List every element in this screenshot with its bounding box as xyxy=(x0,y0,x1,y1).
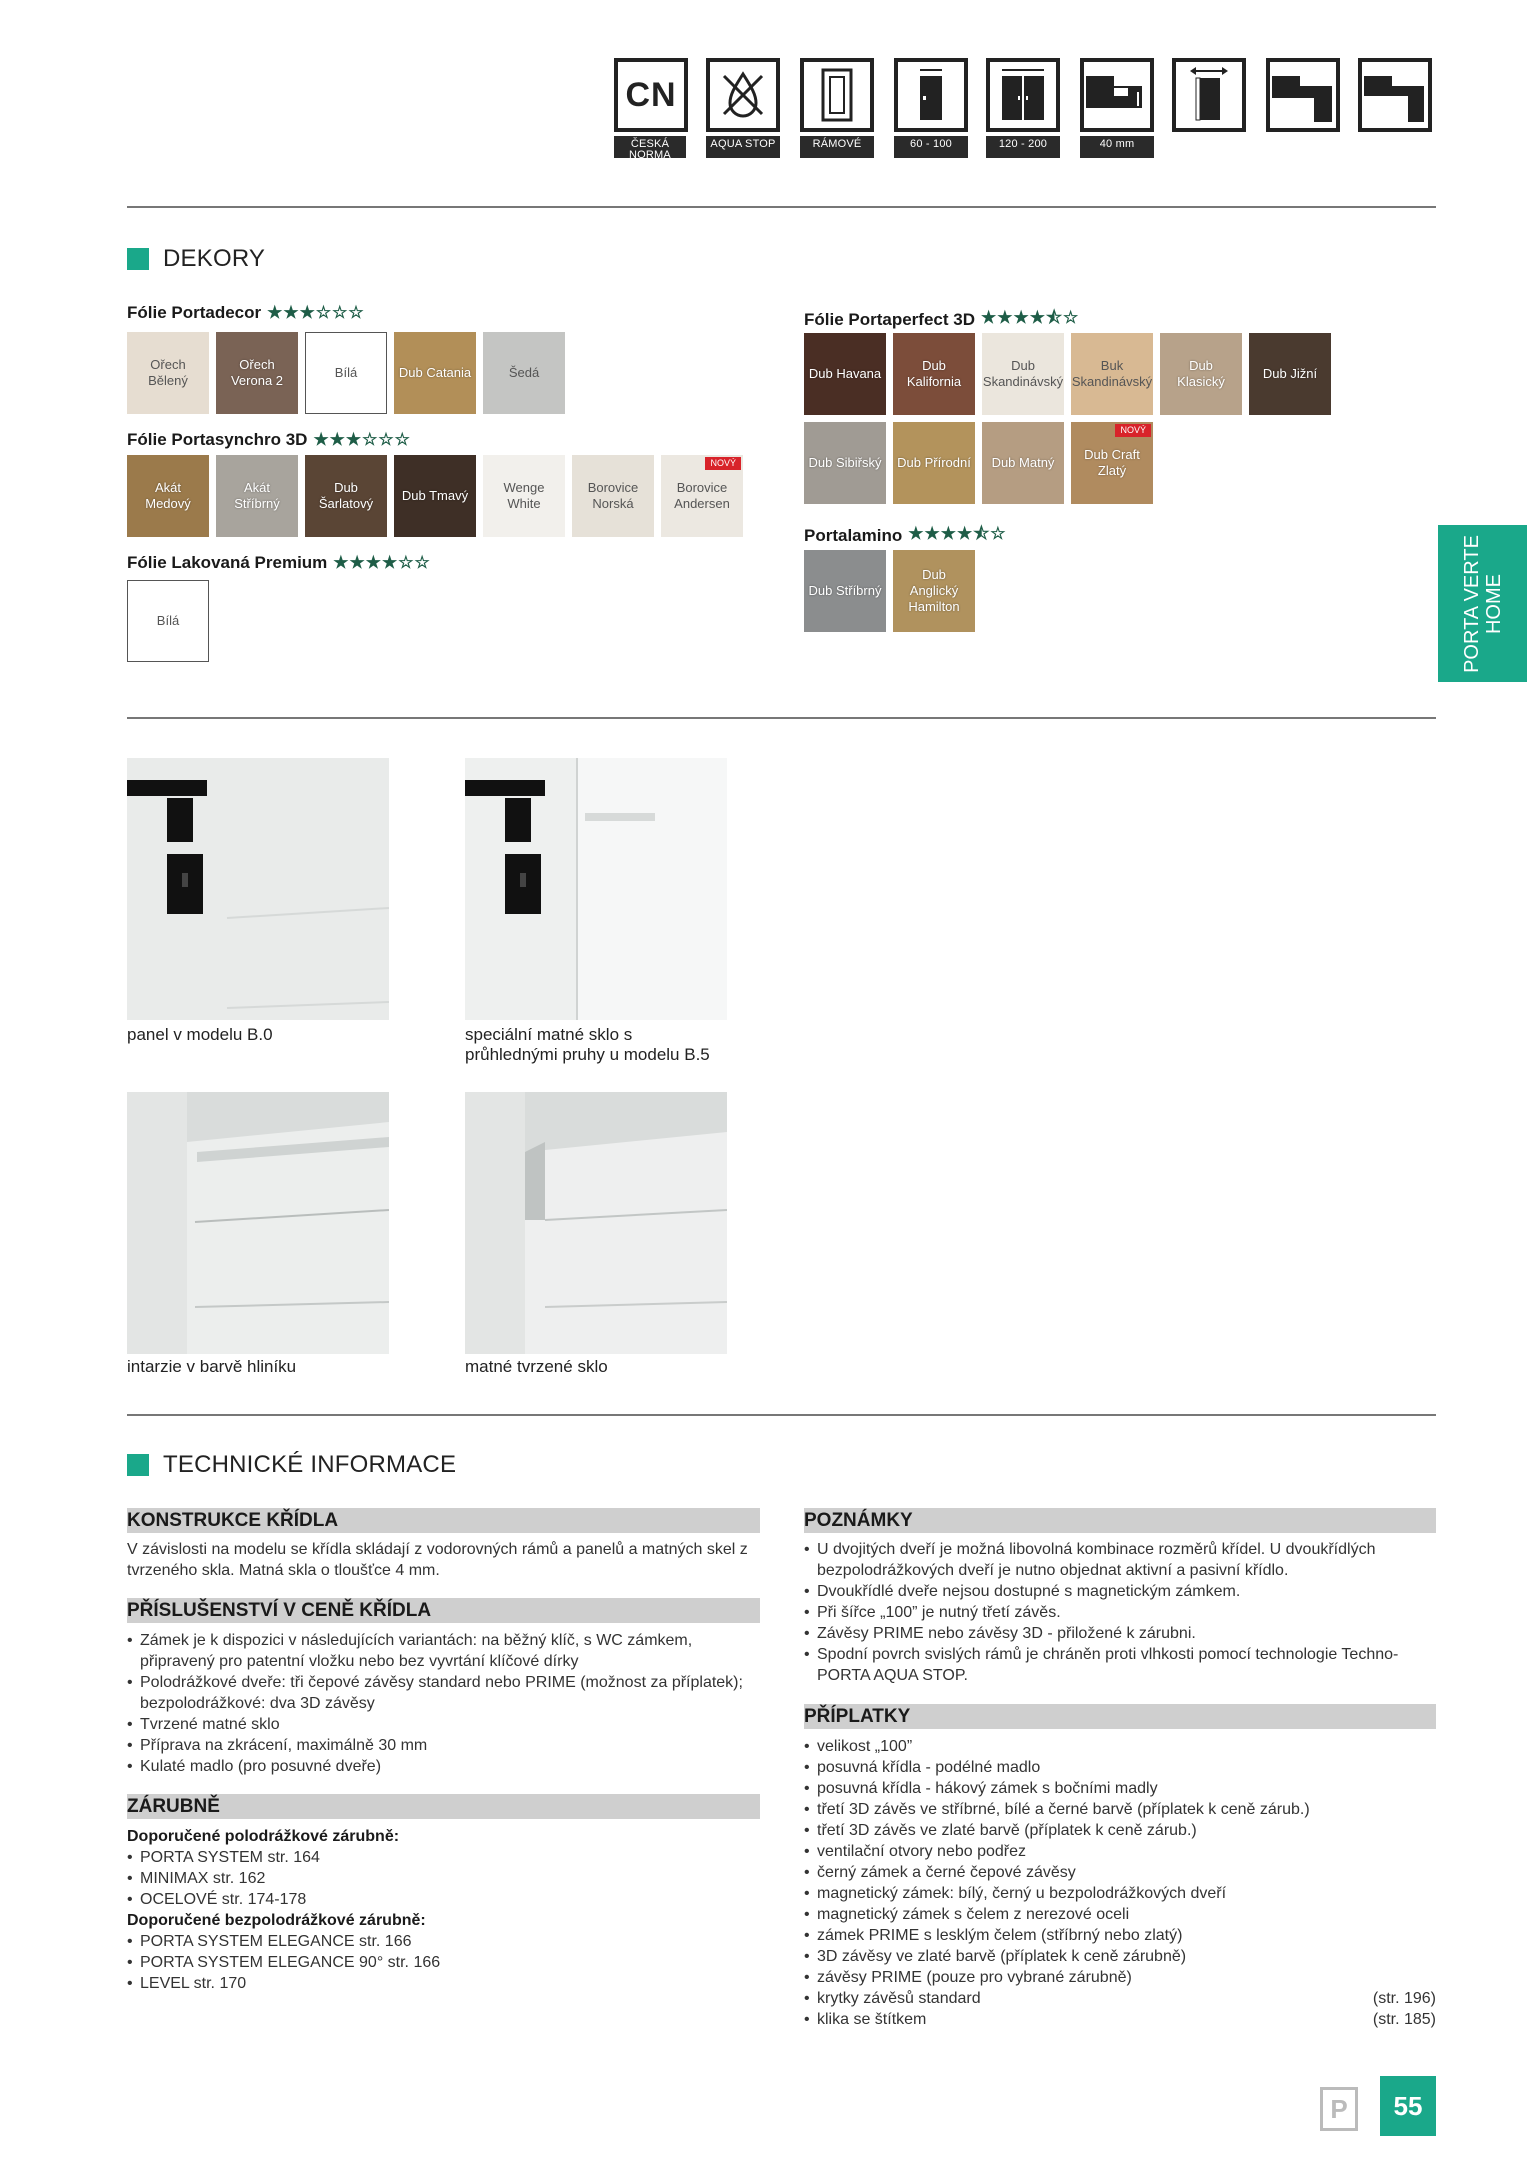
list-item: • Při šířce „100” je nutný třetí závěs. xyxy=(804,1602,1436,1623)
swatch xyxy=(127,332,209,414)
swatch-label: Akát Stříbrný xyxy=(234,480,280,511)
photo-caption: matné tvrzené sklo xyxy=(465,1357,608,1376)
photo-caption: panel v modelu B.0 xyxy=(127,1025,273,1044)
divider xyxy=(127,717,1436,719)
list-item: • krytky závěsů standard (str. 196) xyxy=(804,1988,1436,2009)
swatch xyxy=(804,550,886,632)
swatch-label: Akát Medový xyxy=(145,480,191,511)
swatch xyxy=(216,455,298,537)
list-item: • zámek PRIME s lesklým čelem (stříbrný nebo zlatý) xyxy=(804,1925,1436,1946)
icon-caption: 40 mm xyxy=(1080,136,1154,158)
rebated-door-icon xyxy=(1266,58,1340,132)
rating-stars: ★★★☆☆☆ xyxy=(313,430,411,449)
swatch xyxy=(893,333,975,415)
photo-matte-glass xyxy=(465,1092,727,1354)
sliding-door-icon xyxy=(1172,58,1246,132)
swatch-label: Borovice Andersen xyxy=(674,480,730,511)
swatch-label: Buk Skandinávský xyxy=(1071,358,1153,389)
swatch xyxy=(1160,333,1242,415)
divider xyxy=(127,206,1436,208)
list-item: • černý zámek a černé čepové závěsy xyxy=(804,1862,1436,1883)
bar-prislusenstvi: PŘÍSLUŠENSTVÍ V CENĚ KŘÍDLA xyxy=(127,1598,760,1623)
page-ref: (str. 185) xyxy=(1372,2011,1436,2028)
swatch xyxy=(483,455,565,537)
photo-caption: intarzie v barvě hliníku xyxy=(127,1357,297,1376)
double-door-width-icon xyxy=(986,58,1060,132)
list-item: • PORTA SYSTEM str. 164 xyxy=(127,1847,760,1868)
list-item: • třetí 3D závěs ve stříbrné, bílé a černé barvě (příplatek k ceně zárub.) xyxy=(804,1799,1436,1820)
side-tab: PORTA VERTE HOME xyxy=(1438,525,1527,682)
swatch-label: Dub Klasický xyxy=(1177,358,1225,389)
swatch xyxy=(394,455,476,537)
rating-stars: ★★★★⯪☆ xyxy=(981,308,1080,327)
swatch-label: Dub Přírodní xyxy=(897,455,971,470)
konstrukce-text: V závislosti na modelu se křídla skládají z vodorovných rámů a panelů a matných skel z tvrzeného skla. Matná skla o tloušťce 4 mm. xyxy=(127,1541,748,1579)
list-item: • klika se štítkem (str. 185) xyxy=(804,2009,1436,2030)
swatch xyxy=(483,332,565,414)
swatch xyxy=(572,455,654,537)
swatch xyxy=(982,422,1064,504)
group-title-portadecor: Fólie Portadecor ★★★☆☆☆ xyxy=(127,303,365,322)
swatch-label: Dub Stříbrný xyxy=(808,583,882,598)
group-title-lakovana: Fólie Lakovaná Premium ★★★★☆☆ xyxy=(127,553,431,572)
swatch-label: Dub Matný xyxy=(991,455,1055,470)
swatch xyxy=(127,455,209,537)
list-item: • závěsy PRIME (pouze pro vybrané zárubně) xyxy=(804,1967,1436,1988)
bar-poznamky: POZNÁMKY xyxy=(804,1508,1436,1533)
swatch xyxy=(1249,333,1331,415)
bar-priplatky: PŘÍPLATKY xyxy=(804,1704,1436,1729)
swatch xyxy=(893,550,975,632)
icon-caption: ČESKÁ NORMA xyxy=(614,136,686,158)
page-number: 55 xyxy=(1380,2076,1436,2136)
page-ref: (str. 196) xyxy=(1372,1990,1436,2007)
poznamky-list xyxy=(804,1539,1436,1686)
list-item: • posuvná křídla - hákový zámek s bočními madly xyxy=(804,1778,1436,1799)
photo-handle-glass xyxy=(465,758,727,1020)
swatch xyxy=(394,332,476,414)
icon-caption: RÁMOVÉ xyxy=(800,136,874,158)
zarubne-list: Doporučené polodrážkové zárubně: • PORTA SYSTEM str. 164 • MINIMAX str. 162 • OCELOVÉ str. 174-178 Doporučené bezpolodrážkové zárubně: • PORTA SYSTEM ELEGANCE str. 166 • PORTA SYSTEM ELEGANCE 90° str. 166 • LEVEL str. 170 xyxy=(127,1826,760,1994)
swatch-label: Wenge White xyxy=(503,480,545,511)
swatch xyxy=(127,580,209,662)
group-title-portasynchro: Fólie Portasynchro 3D ★★★☆☆☆ xyxy=(127,430,411,449)
rating-stars: ★★★★⯪☆ xyxy=(908,524,1007,543)
swatch xyxy=(661,455,743,537)
swatch-label: Dub Šarlatový xyxy=(318,480,374,511)
icon-caption: 60 - 100 xyxy=(894,136,968,158)
list-item: • magnetický zámek s čelem z nerezové oceli xyxy=(804,1904,1436,1925)
swatch xyxy=(305,455,387,537)
list-item: • Zámek je k dispozici v následujících variantách: na běžný klíč, s WC zámkem, připravený pro patentní vložku nebo bez vyvrtání klíčové dírky xyxy=(127,1630,760,1672)
swatch xyxy=(893,422,975,504)
priplatky-list xyxy=(804,1736,1436,2030)
list-item: • Polodrážkové dveře: tři čepové závěsy standard nebo PRIME (možnost za příplatek); bezpolodrážkové: dva 3D závěsy xyxy=(127,1672,760,1714)
frame-door-icon xyxy=(800,58,874,132)
section-marker xyxy=(127,248,149,270)
new-badge: NOVÝ xyxy=(1115,424,1151,437)
list-item: • třetí 3D závěs ve zlaté barvě (příplatek k ceně zárub.) xyxy=(804,1820,1436,1841)
list-item: • MINIMAX str. 162 xyxy=(127,1868,760,1889)
bar-zarubne: ZÁRUBNĚ xyxy=(127,1794,760,1819)
cn-norm-icon: CN xyxy=(614,58,688,132)
new-badge: NOVÝ xyxy=(705,457,741,470)
photo-aluminium-inlay xyxy=(127,1092,389,1354)
tech-heading: TECHNICKÉ INFORMACE xyxy=(127,1451,456,1479)
swatch xyxy=(804,333,886,415)
list-item: • OCELOVÉ str. 174-178 xyxy=(127,1889,760,1910)
non-rebated-door-icon xyxy=(1358,58,1432,132)
section-marker xyxy=(127,1454,149,1476)
swatch-label: Ořech Verona 2 xyxy=(230,357,284,388)
swatch xyxy=(804,422,886,504)
swatch-label: Dub Anglický Hamilton xyxy=(908,567,960,614)
dekory-heading: DEKORY xyxy=(127,245,265,273)
list-item: • 3D závěsy ve zlaté barvě (příplatek k ceně zárubně) xyxy=(804,1946,1436,1967)
list-item: • ventilační otvory nebo podřez xyxy=(804,1841,1436,1862)
list-item: • velikost „100” xyxy=(804,1736,1436,1757)
list-item: • magnetický zámek: bílý, černý u bezpolodrážkových dveří xyxy=(804,1883,1436,1904)
swatch-label: Bílá xyxy=(334,365,358,380)
list-item: • Dvoukřídlé dveře nejsou dostupné s magnetickým zámkem. xyxy=(804,1581,1436,1602)
porta-logo-icon: P xyxy=(1320,2087,1358,2131)
photo-caption: speciální matné sklo s průhlednými pruhy u modelu B.5 xyxy=(465,1025,710,1064)
bar-konstrukce: KONSTRUKCE KŘÍDLA xyxy=(127,1508,760,1533)
icon-caption: 120 - 200 xyxy=(986,136,1060,158)
rating-stars: ★★★☆☆☆ xyxy=(267,303,365,322)
list-item: • Závěsy PRIME nebo závěsy 3D - přiložené k zárubni. xyxy=(804,1623,1436,1644)
list-item: • Kulaté madlo (pro posuvné dveře) xyxy=(127,1756,760,1777)
group-title-portalamino: Portalamino ★★★★⯪☆ xyxy=(804,521,1007,550)
list-item: • PORTA SYSTEM ELEGANCE 90° str. 166 xyxy=(127,1952,760,1973)
swatch-label: Dub Craft Zlatý xyxy=(1084,447,1140,478)
swatch xyxy=(982,333,1064,415)
swatch-label: Dub Catania xyxy=(398,365,472,380)
swatch-label: Borovice Norská xyxy=(587,480,639,511)
icon-caption: AQUA STOP xyxy=(706,136,780,158)
swatch-label: Dub Tmavý xyxy=(401,488,469,503)
list-item: • U dvojitých dveří je možná libovolná kombinace rozměrů křídel. U dvoukřídlých bezpolodrážkových dveří je nutno objednat aktivní a pasivní křídlo. xyxy=(804,1539,1436,1581)
swatch xyxy=(1071,422,1153,504)
swatch xyxy=(216,332,298,414)
swatch-label: Dub Jižní xyxy=(1262,366,1318,381)
thickness-icon xyxy=(1080,58,1154,132)
swatch-label: Ořech Bělený xyxy=(148,357,188,388)
group-title-portaperfect: Fólie Portaperfect 3D ★★★★⯪☆ xyxy=(804,305,1079,334)
swatch xyxy=(1071,333,1153,415)
list-item: • LEVEL str. 170 xyxy=(127,1973,760,1994)
swatch-label: Dub Sibiřský xyxy=(808,455,882,470)
aqua-stop-icon xyxy=(706,58,780,132)
swatch-label: Dub Kalifornia xyxy=(906,358,962,389)
swatch-label: Dub Havana xyxy=(808,366,882,381)
list-item: • PORTA SYSTEM ELEGANCE str. 166 xyxy=(127,1931,760,1952)
swatch-label: Dub Skandinávský xyxy=(982,358,1064,389)
rating-stars: ★★★★☆☆ xyxy=(333,553,431,572)
list-item: • Tvrzené matné sklo xyxy=(127,1714,760,1735)
prislusenstvi-list xyxy=(127,1630,760,1777)
swatch xyxy=(305,332,387,414)
swatch-label: Bílá xyxy=(156,613,180,628)
list-item: • Spodní povrch svislých rámů je chráněn proti vlhkosti pomocí technologie Techno-PORTA AQUA STOP. xyxy=(804,1644,1436,1686)
list-item: • posuvná křídla - podélné madlo xyxy=(804,1757,1436,1778)
list-item: • Příprava na zkrácení, maximálně 30 mm xyxy=(127,1735,760,1756)
photo-handle-panel xyxy=(127,758,389,1020)
swatch-label: Šedá xyxy=(508,365,540,380)
single-door-width-icon xyxy=(894,58,968,132)
divider xyxy=(127,1414,1436,1416)
